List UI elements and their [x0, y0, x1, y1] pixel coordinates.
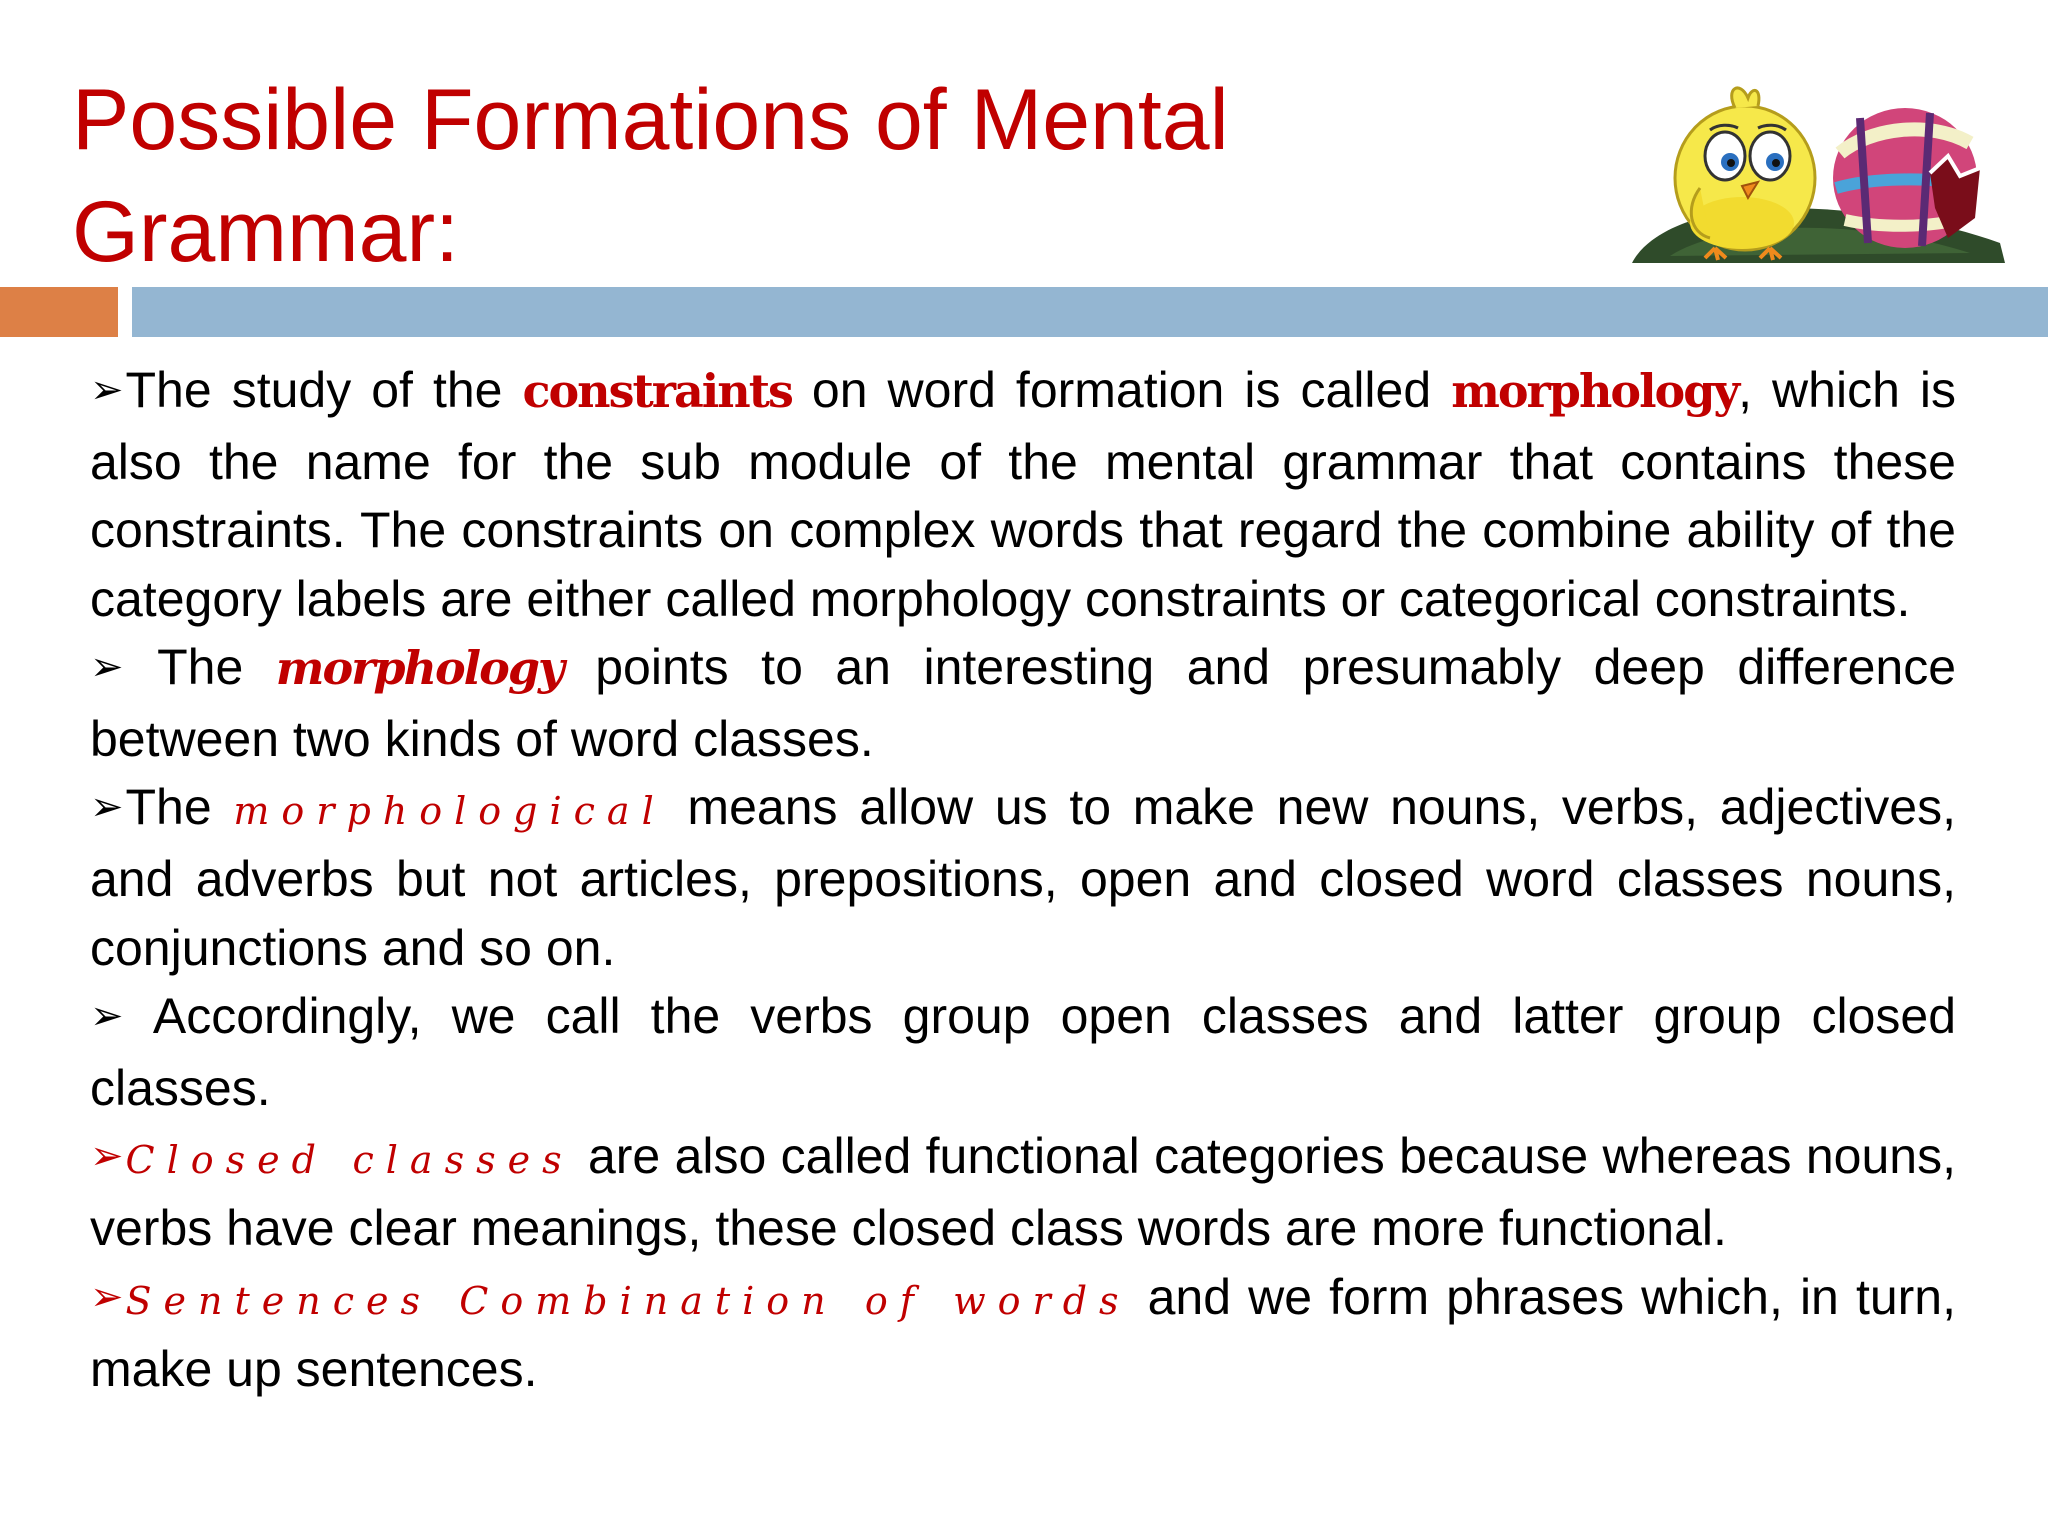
title-line-1: Possible Formations of Mental [72, 72, 1229, 168]
bullet-paragraph-2 [90, 633, 1956, 773]
paragraph-text: The [125, 638, 276, 695]
slide-body [90, 356, 1956, 1403]
slide-title [72, 64, 1572, 288]
paragraph-text: are also called functional categories because whereas nouns, verbs have clear meanings, these closed class words are more functional. [90, 1128, 1956, 1257]
accent-bar-orange [0, 287, 118, 337]
bullet-paragraph-1 [90, 356, 1956, 633]
paragraph-text: on word formation is called [791, 362, 1452, 418]
chick-and-egg-icon [1630, 58, 2010, 268]
bullet-paragraph-3 [90, 773, 1956, 982]
paragraph-text: and we form phrases which, in turn, make up sentences. [90, 1268, 1956, 1397]
arrow-bullet-icon: ➢ [90, 1273, 124, 1320]
bullet-paragraph-5 [90, 1122, 1956, 1262]
paragraph-text: The [125, 779, 234, 836]
arrow-bullet-icon: ➢ [90, 992, 124, 1039]
bullet-paragraph-4 [90, 982, 1956, 1122]
emphasis-closed-classes: Closed classes [125, 1138, 574, 1183]
arrow-bullet-icon: ➢ [90, 367, 124, 413]
arrow-bullet-icon: ➢ [90, 784, 124, 831]
emphasis-constraints: constraints [522, 364, 792, 418]
arrow-bullet-icon: ➢ [90, 1133, 124, 1180]
paragraph-text: points to an interesting and presumably deep difference between two kinds of word classes. [90, 638, 1956, 768]
accent-bar-blue [132, 287, 2048, 337]
emphasis-morphology: morphology [275, 640, 563, 695]
emphasis-morphology: morphology [1451, 364, 1739, 418]
bullet-paragraph-6 [90, 1263, 1956, 1403]
arrow-bullet-icon: ➢ [90, 643, 124, 690]
paragraph-text: Accordingly, we call the verbs group open classes and latter group closed classes. [90, 987, 1956, 1117]
title-line-2: Grammar: [72, 184, 459, 280]
paragraph-text: The study of the [125, 362, 523, 418]
emphasis-sentences-combination: Sentences Combination of words [125, 1278, 1131, 1323]
paragraph-text: means allow us to make new nouns, verbs, adjectives, and adverbs but not articles, prepositions, open and closed word classes nouns, conjunctions and so on. [90, 779, 1956, 976]
emphasis-morphological: morphological [233, 789, 666, 834]
paragraph-text: , which is also the name for the sub module of the mental grammar that contains these constraints. The constraints on complex words that regard the combine ability of the category labels are either called morphology constraints or categorical constraints. [90, 362, 1957, 627]
